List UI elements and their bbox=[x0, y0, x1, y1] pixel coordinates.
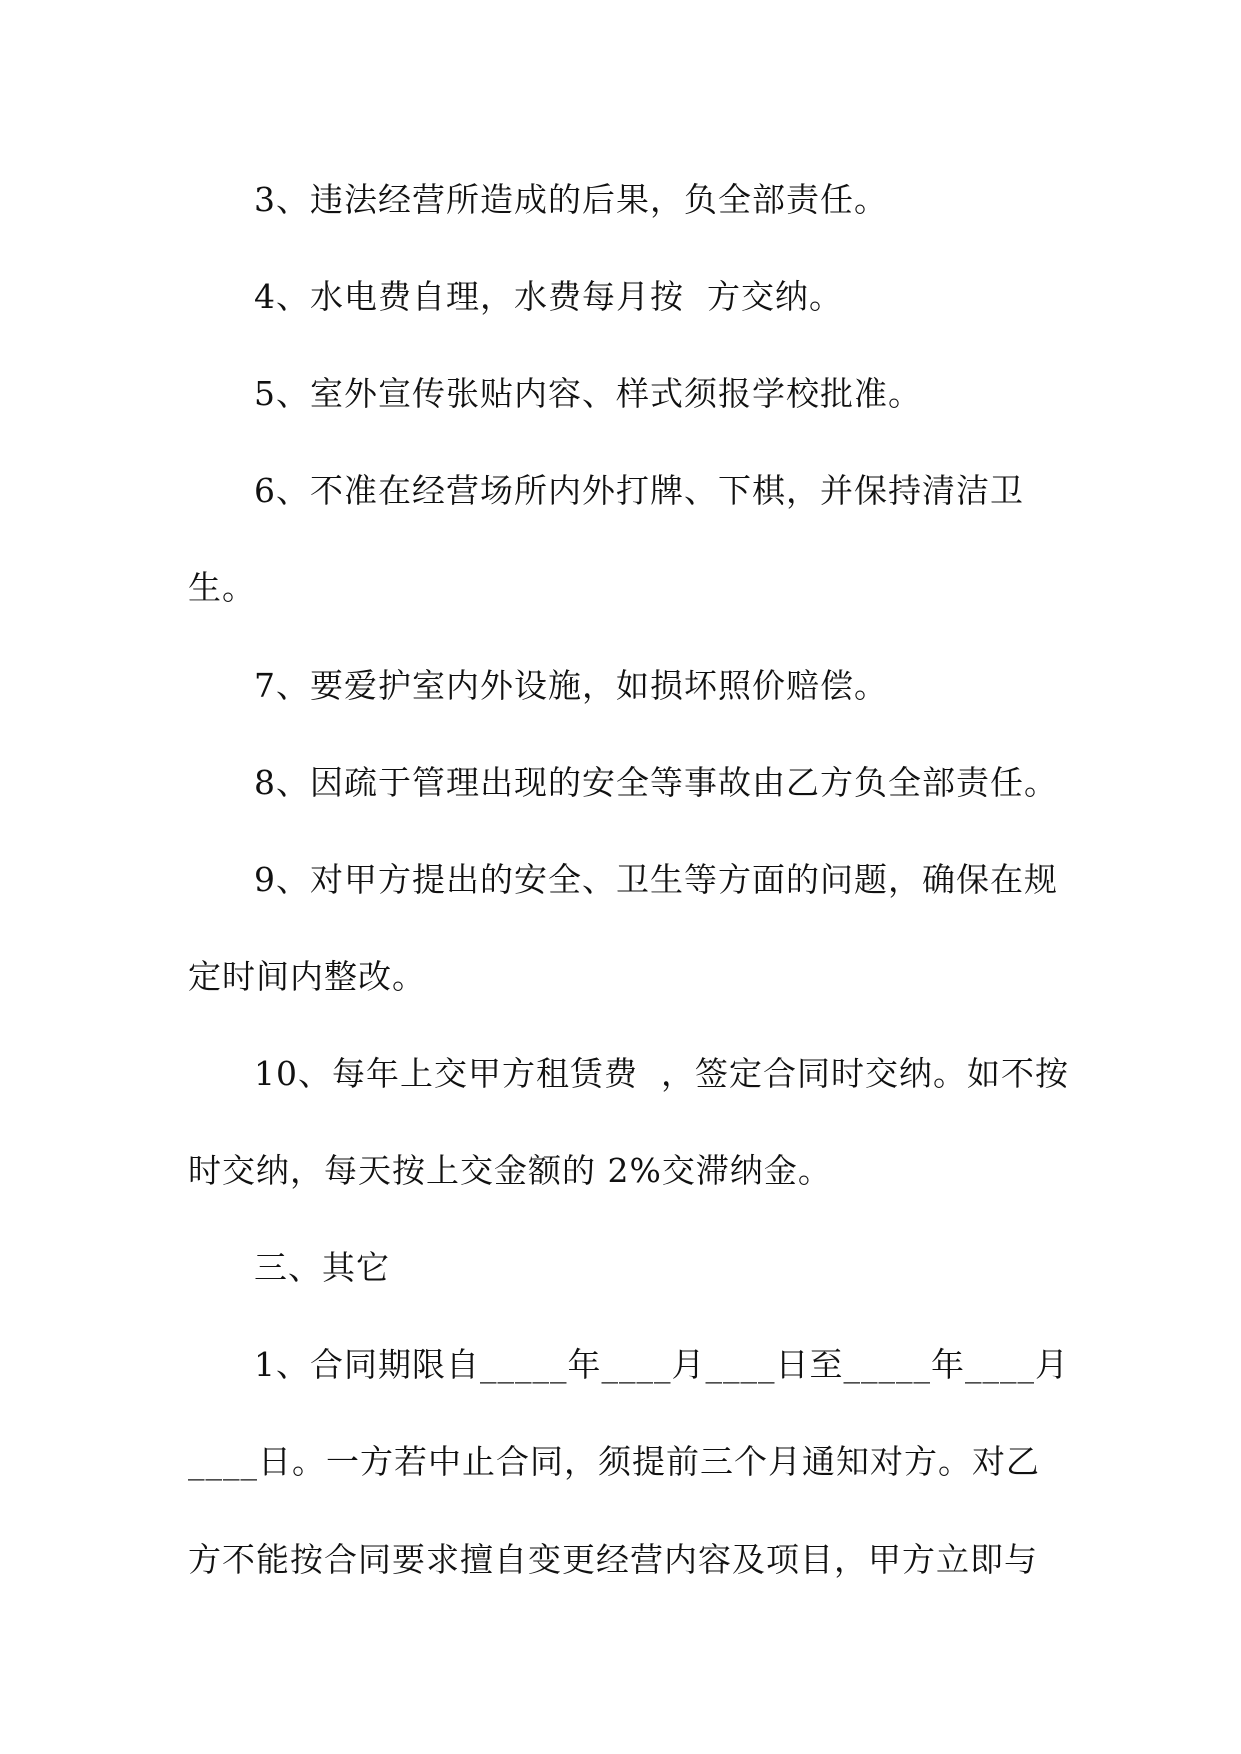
clause-3: 3、违法经营所造成的后果，负全部责任。 bbox=[254, 180, 888, 219]
other-clause-1-line-2: ____日。一方若中止合同，须提前三个月通知对方。对乙 bbox=[188, 1442, 1040, 1481]
clause-6-line-1: 6、不准在经营场所内外打牌、下棋，并保持清洁卫 bbox=[254, 471, 1024, 510]
other-clause-1-line-1: 1、合同期限自_____年____月____日至_____年____月 bbox=[254, 1345, 1069, 1384]
clause-9-line-1: 9、对甲方提出的安全、卫生等方面的问题，确保在规 bbox=[254, 860, 1058, 899]
clause-10-line-2: 时交纳，每天按上交金额的 2%交滞纳金。 bbox=[188, 1151, 832, 1190]
clause-6-line-2: 生。 bbox=[188, 568, 256, 607]
clause-8: 8、因疏于管理出现的安全等事故由乙方负全部责任。 bbox=[254, 763, 1058, 802]
clause-4: 4、水电费自理，水费每月按 方交纳。 bbox=[254, 277, 843, 316]
section-heading-other: 三、其它 bbox=[254, 1248, 390, 1287]
clause-10-line-1: 10、每年上交甲方租赁费 ，签定合同时交纳。如不按 bbox=[254, 1054, 1069, 1093]
clause-5: 5、室外宣传张贴内容、样式须报学校批准。 bbox=[254, 374, 922, 413]
other-clause-1-line-3: 方不能按合同要求擅自变更经营内容及项目，甲方立即与 bbox=[188, 1540, 1038, 1579]
clause-7: 7、要爱护室内外设施，如损坏照价赔偿。 bbox=[254, 666, 888, 705]
clause-9-line-2: 定时间内整改。 bbox=[188, 957, 426, 996]
